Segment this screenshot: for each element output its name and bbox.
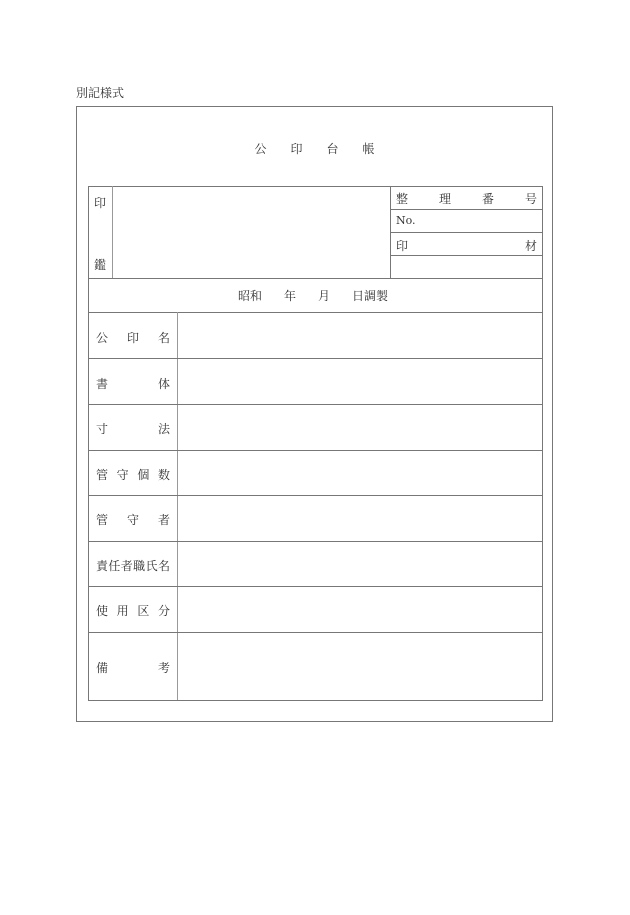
right-panel-line bbox=[390, 209, 542, 210]
usage-category-field[interactable] bbox=[178, 587, 542, 632]
date-year: 年 bbox=[284, 289, 297, 303]
label-char: 管 bbox=[96, 468, 109, 482]
serial-number-field[interactable]: No. bbox=[396, 214, 416, 227]
label-char: 数 bbox=[157, 468, 170, 482]
remarks-field[interactable] bbox=[178, 633, 542, 700]
label-char: 番 bbox=[481, 192, 494, 206]
seal-name-field[interactable] bbox=[178, 313, 542, 358]
date-day-suffix: 日調製 bbox=[352, 289, 389, 303]
title-char: 公 bbox=[254, 142, 267, 156]
label-char: 公 bbox=[96, 331, 109, 345]
label-char: 守 bbox=[126, 513, 139, 527]
label-char: 使 bbox=[96, 604, 109, 618]
label-char: 区 bbox=[137, 604, 150, 618]
label-char: 寸 bbox=[96, 422, 109, 436]
seal-label-bottom: 鑑 bbox=[94, 258, 107, 272]
label-char: 整 bbox=[396, 192, 409, 206]
title-char: 帳 bbox=[362, 142, 375, 156]
label-char: 守 bbox=[116, 468, 129, 482]
table-border-bottom bbox=[88, 700, 543, 701]
title-char: 印 bbox=[290, 142, 303, 156]
date-row-top bbox=[88, 278, 543, 279]
label-char: 氏 bbox=[145, 559, 158, 573]
label-char: 考 bbox=[157, 661, 170, 675]
custody-count-field[interactable] bbox=[178, 451, 542, 495]
date-month: 月 bbox=[318, 289, 331, 303]
custodian-field[interactable] bbox=[178, 496, 542, 541]
label-char: 用 bbox=[116, 604, 129, 618]
serial-number-header bbox=[396, 190, 537, 207]
material-header bbox=[396, 237, 537, 254]
right-panel-line bbox=[390, 232, 542, 233]
label-char: 分 bbox=[157, 604, 170, 618]
label-char: 備 bbox=[96, 661, 109, 675]
date-row bbox=[238, 289, 388, 303]
title-char: 台 bbox=[326, 142, 339, 156]
label-char: 名 bbox=[157, 331, 170, 345]
label-char: 個 bbox=[137, 468, 150, 482]
label-char: 者 bbox=[157, 513, 170, 527]
label-char: 号 bbox=[524, 192, 537, 206]
typeface-field[interactable] bbox=[178, 359, 542, 404]
dimensions-field[interactable] bbox=[178, 405, 542, 450]
label-char: 体 bbox=[157, 377, 170, 391]
seal-impression-area[interactable] bbox=[113, 187, 389, 277]
label-char: 理 bbox=[438, 192, 451, 206]
label-char: 職 bbox=[133, 559, 146, 573]
row-label-usage-category bbox=[96, 602, 170, 619]
responsible-person-field[interactable] bbox=[178, 542, 542, 586]
row-label-custody-count bbox=[96, 466, 170, 483]
label-char: 印 bbox=[126, 331, 139, 345]
label-char: 印 bbox=[396, 239, 409, 253]
table-border-right bbox=[542, 186, 543, 701]
label-char: 責 bbox=[96, 559, 109, 573]
seal-label-top: 印 bbox=[94, 196, 107, 210]
label-char: 名 bbox=[157, 559, 170, 573]
form-caption: 別記様式 bbox=[76, 86, 125, 100]
row-label-dimensions bbox=[96, 420, 170, 437]
row-label-seal-name bbox=[96, 329, 170, 346]
row-label-responsible-person bbox=[96, 557, 170, 574]
label-char: 材 bbox=[524, 239, 537, 253]
material-field[interactable] bbox=[391, 256, 541, 277]
date-era: 昭和 bbox=[238, 289, 263, 303]
form-title bbox=[77, 140, 552, 157]
row-label-remarks bbox=[96, 659, 170, 676]
label-char: 任 bbox=[108, 559, 121, 573]
row-label-custodian bbox=[96, 511, 170, 528]
label-char: 管 bbox=[96, 513, 109, 527]
table-border-left bbox=[88, 186, 89, 701]
row-label-typeface bbox=[96, 375, 170, 392]
label-char: 書 bbox=[96, 377, 109, 391]
label-char: 法 bbox=[157, 422, 170, 436]
label-char: 者 bbox=[120, 559, 133, 573]
